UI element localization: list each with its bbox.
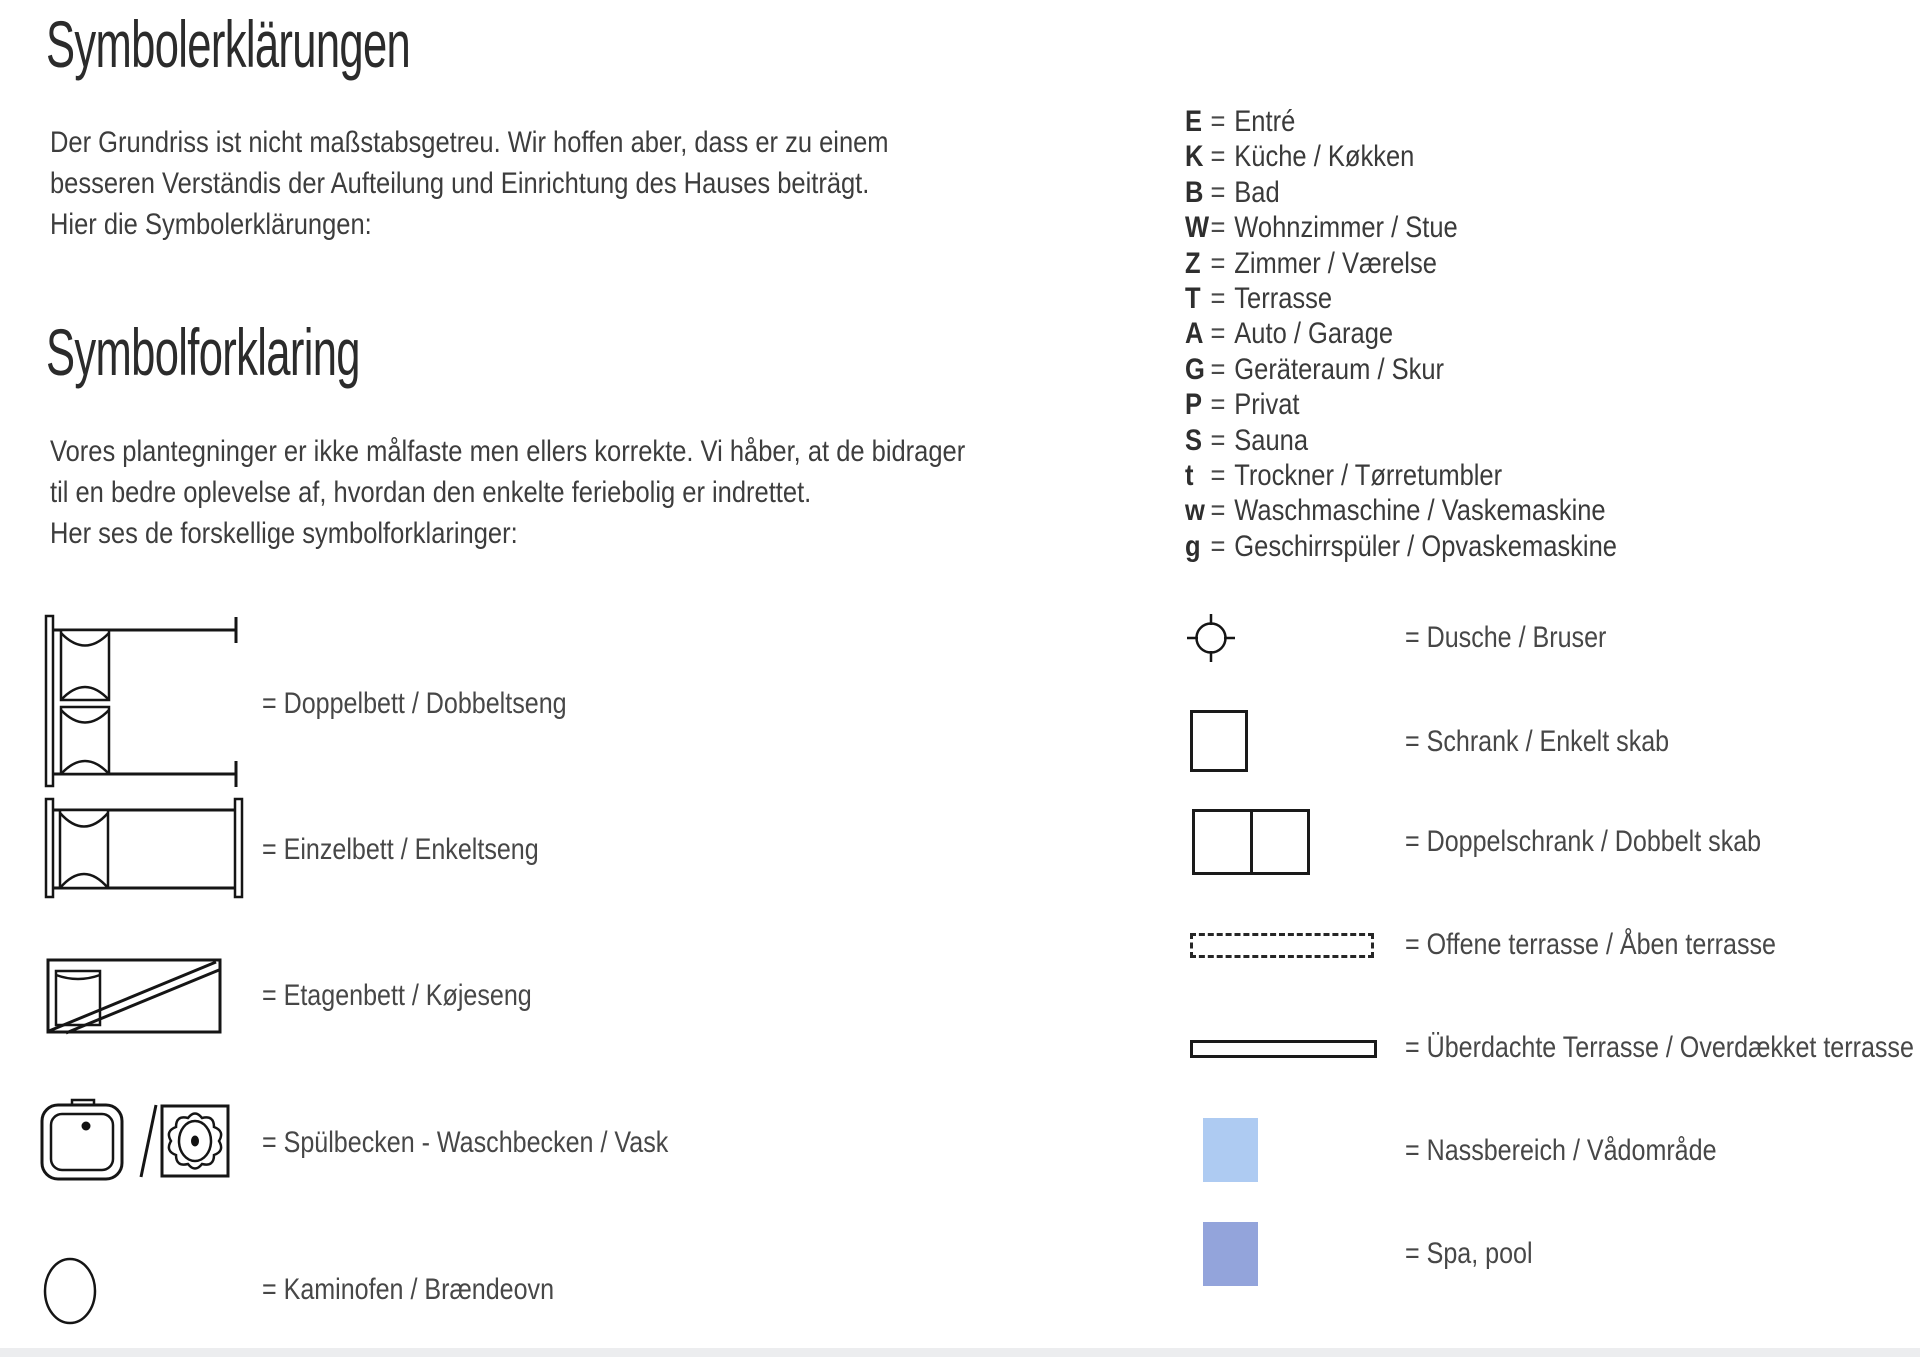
equals-sign: = [1210,459,1226,493]
bunk-bed-icon [46,958,222,1036]
room-code-meaning: Entré [1234,105,1296,138]
equals-sign: = [1210,529,1226,563]
equals-sign: = [1210,140,1226,174]
room-code-meaning: Zimmer / Værelse [1234,246,1437,280]
bunk-bed-label: = Etagenbett / Køjeseng [262,979,532,1012]
equals-sign: = [1210,105,1226,138]
equals-sign: = [1210,317,1226,351]
equals-sign: = [1210,388,1226,422]
page-title-danish: Symbolforklaring [46,315,360,389]
covered-terrace-icon [1190,1040,1377,1058]
room-code-letter: G [1185,352,1205,386]
single-bed-icon [44,796,244,900]
wet-area-label: = Nassbereich / Vådområde [1405,1134,1717,1167]
room-code-meaning: Privat [1234,388,1300,422]
equals-sign: = [1210,211,1226,245]
room-code-row [1185,104,1617,139]
wood-stove-icon [42,1256,98,1326]
room-code-row [1185,423,1617,458]
room-code-meaning: Geschirrspüler / Opvaskemaskine [1234,529,1617,563]
equals-sign: = [1210,282,1226,316]
room-code-row [1185,387,1617,422]
room-code-row [1185,281,1617,316]
shower-icon [1186,613,1236,663]
intro-de-line: Der Grundriss ist nicht maßstabsgetreu. Wir hoffen aber, dass er zu einem [50,126,889,159]
room-code-letter: S [1185,423,1203,457]
room-code-row [1185,493,1617,528]
single-cabinet-label: = Schrank / Enkelt skab [1405,725,1670,758]
cabinet-divider [1250,812,1253,872]
room-code-meaning: Bad [1234,175,1280,209]
room-code-letter: w [1185,494,1205,528]
wood-stove-label: = Kaminofen / Brændeovn [262,1273,555,1306]
room-code-meaning: Terrasse [1234,282,1333,316]
open-terrace-icon [1190,933,1374,958]
room-code-letter: A [1185,317,1204,351]
room-code-list [1185,104,1693,564]
intro-de-line: besseren Verständis der Aufteilung und Einrichtung des Hauses beiträgt. [50,167,870,200]
room-code-letter: K [1185,140,1204,174]
wet-area-swatch [1203,1118,1258,1182]
double-cabinet-icon [1192,809,1310,875]
room-code-meaning: Wohnzimmer / Stue [1234,211,1458,245]
room-code-row [1185,352,1617,387]
single-bed-label: = Einzelbett / Enkeltseng [262,833,539,866]
room-code-letter: g [1185,529,1201,563]
intro-dk-line: Her ses de forskellige symbolforklaringer: [50,517,518,550]
room-code-letter: t [1185,459,1194,493]
intro-dk-line: Vores plantegninger er ikke målfaste men ellers korrekte. Vi håber, at de bidrager [50,435,966,468]
room-code-row [1185,458,1617,493]
room-code-letter: Z [1185,246,1201,280]
intro-paragraph-german [50,122,889,245]
room-code-letter: T [1185,282,1201,316]
sink-washbasin-icon [40,1098,232,1184]
equals-sign: = [1210,423,1226,457]
room-code-meaning: Küche / Køkken [1234,140,1415,174]
open-terrace-label: = Offene terrasse / Åben terrasse [1405,928,1776,961]
equals-sign: = [1210,246,1226,280]
equals-sign: = [1210,494,1226,528]
intro-paragraph-danish [50,431,965,554]
room-code-letter: E [1185,105,1203,138]
intro-de-line: Hier die Symbolerklärungen: [50,208,372,241]
page-title-german: Symbolerklärungen [46,7,411,81]
room-code-letter: W [1185,211,1210,245]
room-code-row [1185,246,1617,281]
double-cabinet-label: = Doppelschrank / Dobbelt skab [1405,825,1762,858]
room-code-row [1185,316,1617,351]
room-code-meaning: Auto / Garage [1234,317,1394,351]
room-code-meaning: Geräteraum / Skur [1234,352,1445,386]
room-code-meaning: Waschmaschine / Vaskemaskine [1234,494,1606,528]
single-cabinet-icon [1190,710,1248,772]
room-code-letter: B [1185,175,1204,209]
room-code-meaning: Trockner / Tørretumbler [1234,459,1503,493]
sink-washbasin-label: = Spülbecken - Waschbecken / Vask [262,1126,669,1159]
covered-terrace-label: = Überdachte Terrasse / Overdækket terrasse [1405,1031,1914,1064]
double-bed-icon [44,612,244,790]
room-code-row [1185,210,1617,245]
room-code-row [1185,175,1617,210]
equals-sign: = [1210,352,1226,386]
double-bed-label: = Doppelbett / Dobbeltseng [262,687,567,720]
intro-dk-line: til en bedre oplevelse af, hvordan den enkelte feriebolig er indrettet. [50,476,812,509]
room-code-meaning: Sauna [1234,423,1309,457]
room-code-row [1185,139,1617,174]
page-bottom-strip [0,1348,1920,1357]
room-code-row [1185,529,1617,564]
spa-pool-swatch [1203,1222,1258,1286]
shower-label: = Dusche / Bruser [1405,621,1607,654]
spa-pool-label: = Spa, pool [1405,1237,1533,1270]
room-code-letter: P [1185,388,1203,422]
equals-sign: = [1210,175,1226,209]
